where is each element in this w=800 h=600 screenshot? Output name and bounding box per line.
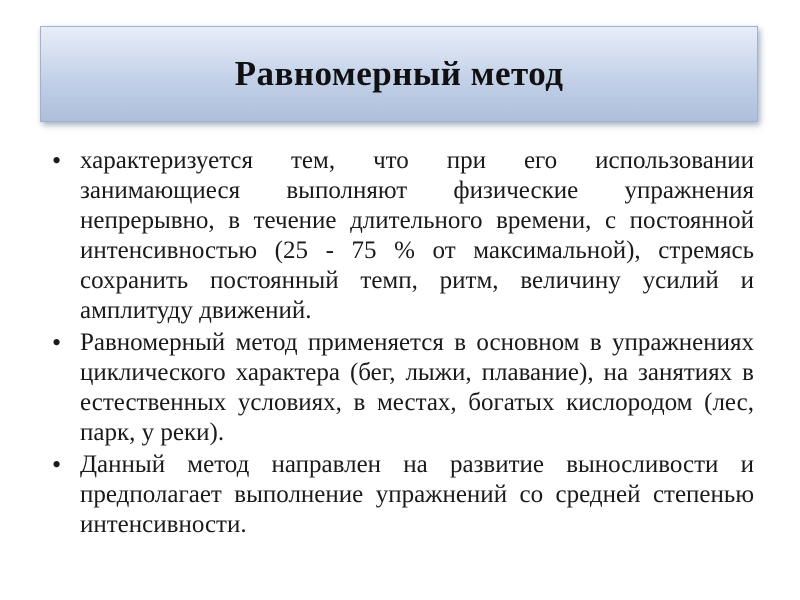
bullet-marker-icon: • xyxy=(52,328,62,357)
bullet-item xyxy=(52,146,754,326)
title-box xyxy=(40,26,758,122)
bullet-text: Данный метод направлен на развитие выносливости и предполагает выполнение упражнений со средней степенью интенсивности. xyxy=(80,451,754,538)
bullet-text: Равномерный метод применяется в основном в упражнениях циклического характера (бег, лыжи, плавание), на занятиях в естественных условиях, в местах, богатых кислородом (лес, парк, у реки). xyxy=(80,329,754,446)
bullet-text: характеризуется тем, что при его использовании занимающиеся выполняют физические упражнения непрерывно, в течение длительного времени, с постоянной интенсивностью (25 - 75 % от максимальной), стремясь сохранить постоянный темп, ритм, величину усилий и амплитуду движений. xyxy=(80,147,754,324)
bullet-marker-icon: • xyxy=(52,450,62,479)
bullet-list xyxy=(52,146,754,542)
bullet-marker-icon: • xyxy=(52,146,62,175)
bullet-item xyxy=(52,328,754,448)
bullet-item xyxy=(52,450,754,540)
slide-title: Равномерный метод xyxy=(234,54,564,93)
